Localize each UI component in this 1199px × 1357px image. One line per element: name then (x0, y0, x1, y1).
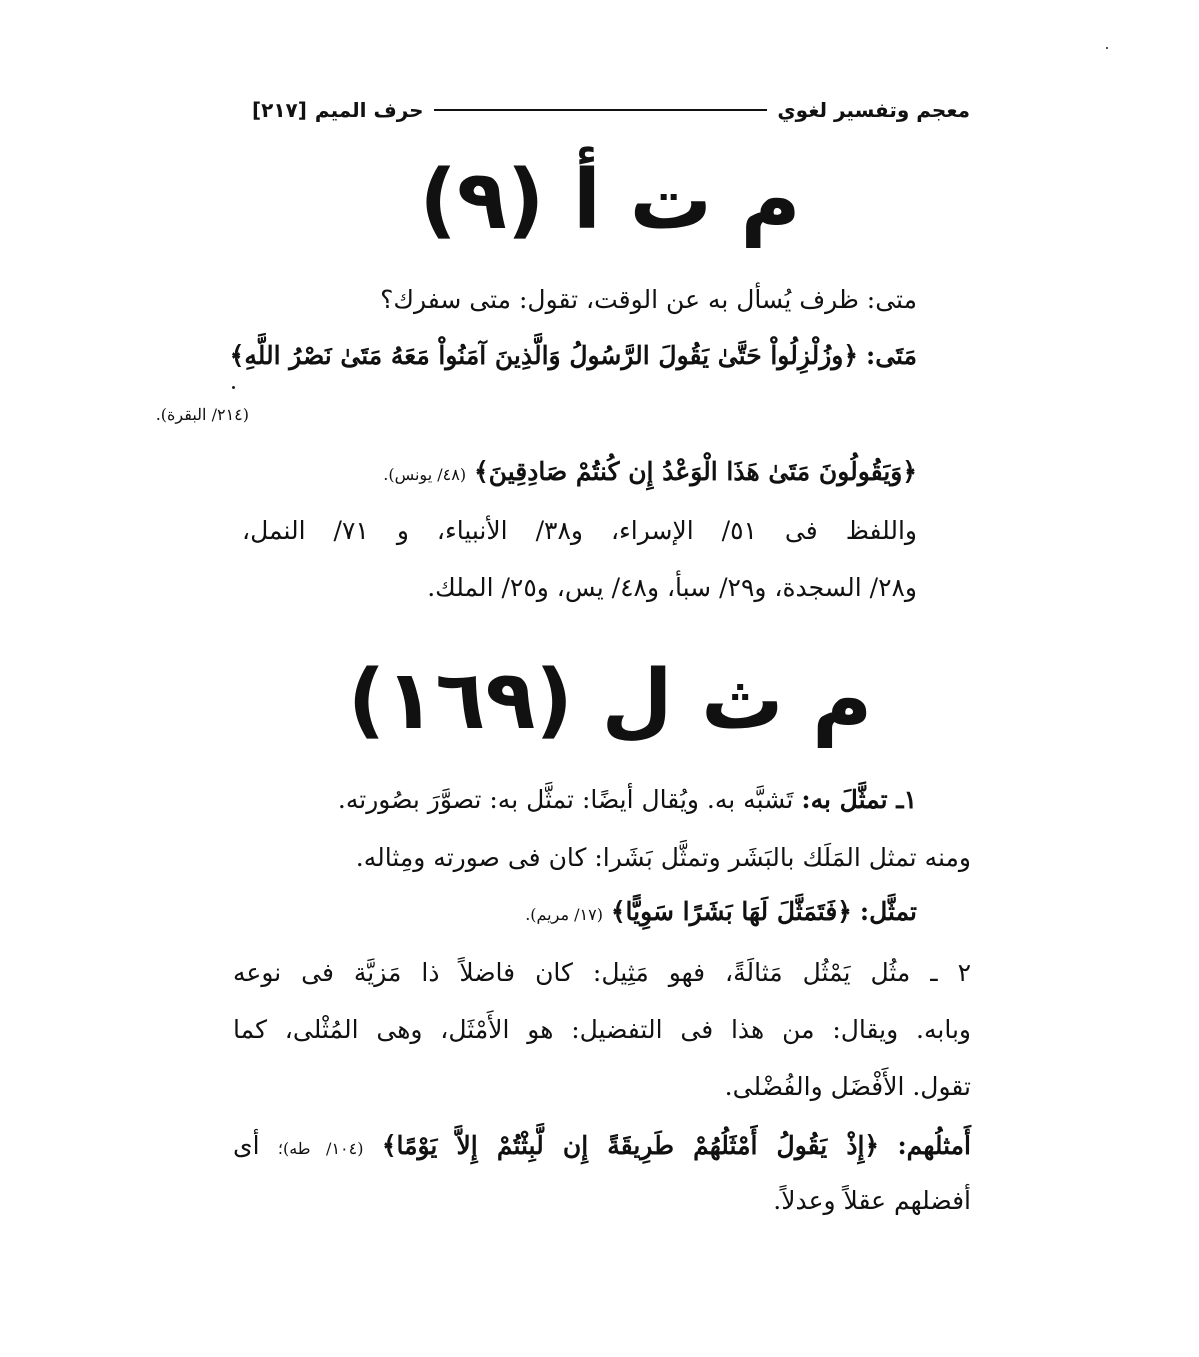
entry1-ref-1: (٢١٤/ البقرة). (155, 405, 249, 424)
section-title: حرف الميم (314, 98, 424, 122)
entry2-quran-quote-2: ﴿إِذْ يَقُولُ أَمْثَلُهُمْ طَرِيقَةً إِن لَّبِثْتُمْ إِلاَّ يَوْمًا﴾ (381, 1131, 880, 1160)
entry2-line3-lead: تمثَّل: (859, 897, 917, 926)
entry2-line5: وبابه. ويقال: من هذا فى التفضيل: هو الأَمْثَل، وهى المُثْلى، كما (233, 1015, 971, 1044)
entry1-line4 (383, 456, 917, 489)
running-header (252, 92, 970, 128)
scan-speck (1106, 47, 1108, 49)
entry1-line6: و٢٨/ السجدة، و٢٩/ سبأ، و٤٨/ يس، و٢٥/ الملك. (427, 573, 917, 602)
entry2-line4: ٢ ـ مثُل يَمْثُل مَثالَةً، فهو مَثِيل: كان فاضلاً ذا مَزيَّة فى نوعه (233, 958, 971, 987)
entry-heading-mth-l: م ث ل (١٦٩) (347, 653, 873, 748)
entry1-line2 (230, 340, 917, 373)
entry2-quran-quote-1: ﴿فَتَمَثَّلَ لَهَا بَشَرًا سَوِيًّا﴾ (610, 897, 852, 926)
entry2-ref-1: (١٧/ مريم). (525, 905, 603, 924)
entry2-line1-rest: تَشبَّه به. ويُقال أيضًا: تمثَّل به: تصوَّرَ بصُورته. (337, 785, 794, 814)
entry1-line1: متى: ظرف يُسأل به عن الوقت، تقول: متى سفرك؟ (380, 285, 917, 314)
entry2-line7-lead: أَمثلُهم: (897, 1131, 972, 1160)
entry1-quran-quote-2: ﴿وَيَقُولُونَ مَتَىٰ هَذَا الْوَعْدُ إِن كُنتُمْ صَادِقِينَ﴾ (474, 457, 917, 486)
page-number: [٢١٧] (252, 98, 307, 122)
entry2-line7-tail: أى (233, 1131, 260, 1160)
entry1-line5: واللفظ فى ٥١/ الإسراء، و٣٨/ الأنبياء، و ٧١/ النمل، (242, 516, 917, 545)
book-title: معجم وتفسير لغوي (777, 98, 970, 122)
header-rule (434, 109, 768, 111)
entry2-line3 (525, 896, 917, 929)
entry1-quran-quote-1: ﴿وزُلْزِلُواْ حَتَّىٰ يَقُولَ الرَّسُولُ وَالَّذِينَ آمَنُواْ مَعَهُ مَتَىٰ نَصْرُ اللَّهِ﴾ (229, 341, 859, 370)
entry1-line2-lead: مَتَى: (865, 341, 917, 370)
entry2-line7 (233, 1130, 971, 1163)
entry1-ref-2: (٤٨/ يونس). (383, 465, 467, 484)
entry-heading-mt-a: م ت أ (٩) (419, 153, 801, 248)
entry2-line1 (338, 784, 917, 817)
entry2-line1-lead: ١ـ تمثَّلَ به: (801, 785, 917, 814)
entry2-line8: أفضلهم عقلاً وعدلاً. (773, 1186, 971, 1215)
entry2-line2: ومنه تمثل المَلَك بالبَشَر وتمثَّل بَشَرا: كان فى صورته ومِثاله. (355, 843, 971, 872)
entry2-ref-2: (١٠٤/ طه)؛ (277, 1139, 364, 1158)
entry2-line6: تقول. الأَفْضَل والفُضْلى. (724, 1072, 971, 1101)
scan-speck (232, 386, 235, 389)
